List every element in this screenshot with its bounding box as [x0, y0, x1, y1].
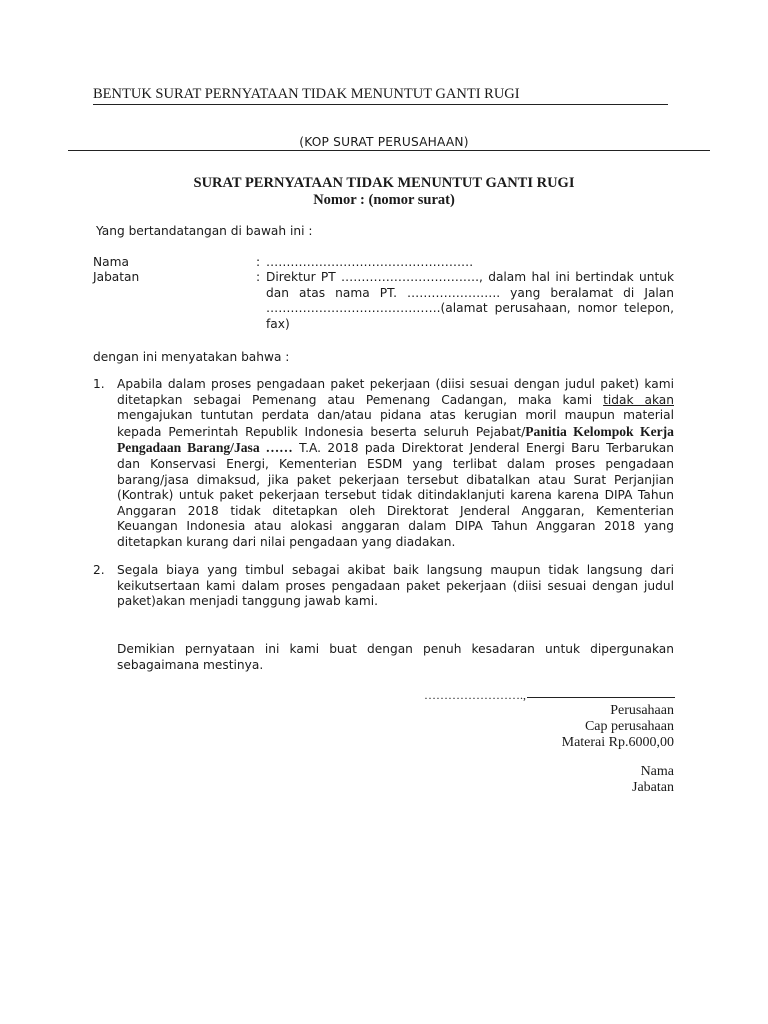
item-1-text [117, 377, 674, 551]
signature-line [527, 697, 675, 698]
letterhead-divider [68, 150, 710, 151]
letterhead-placeholder: (KOP SURAT PERUSAHAAN) [299, 135, 469, 149]
closing-text: Demikian pernyataan ini kami buat dengan penuh kesadaran untuk dipergunakan sebagaimana mestinya. [117, 642, 674, 672]
signature-name: Nama [640, 764, 674, 779]
item-1-part-1: Apabila dalam proses pengadaan paket pekerjaan (diisi sesuai dengan judul paket) kami ditetapkan sebagai Pemenang atau Pemenang Cadangan, maka kami [117, 377, 674, 407]
letter-title: SURAT PERNYATAAN TIDAK MENUNTUT GANTI RUGI [193, 175, 575, 191]
jabatan-label: Jabatan [93, 270, 140, 284]
item-1-bold: Panitia Kelompok Kerja Pengadaan Barang/Jasa …… [117, 423, 674, 456]
item-1-number: 1. [93, 377, 105, 391]
heading-underline [93, 104, 668, 105]
declaration-intro: dengan ini menyatakan bahwa : [93, 350, 290, 364]
nama-label: Nama [93, 255, 129, 269]
document-heading: BENTUK SURAT PERNYATAAN TIDAK MENUNTUT GANTI RUGI [93, 86, 520, 102]
signature-materai: Materai Rp.6000,00 [561, 735, 674, 750]
item-2-text: Segala biaya yang timbul sebagai akibat baik langsung maupun tidak langsung dari keikutsertaan kami dalam proses pengadaan paket pekerjaan (diisi sesuai dengan judul paket)akan menjadi tanggung jawab kami. [117, 563, 674, 609]
item-1-part-3: T.A. 2018 pada Direktorat Jenderal Energi Baru Terbarukan dan Konservasi Energi, Kementerian ESDM yang terlibat dalam proses pengadaan barang/jasa dimaksud, jika paket pekerjaan tersebut dibatalkan atau Surat Perjanjian (Kontrak) untuk paket pekerjaan tersebut tidak ditindaklanjuti karena karena DIPA Tahun Anggaran 2018 tidak ditetapkan oleh Direktorat Jenderal Anggaran, Kementerian Keuangan Indonesia atau alokasi anggaran dalam DIPA Tahun Anggaran 2018 yang ditetapkan kurang dari nilai pengadaan yang diadakan. [117, 441, 675, 549]
item-2-number: 2. [93, 563, 105, 577]
intro-text: Yang bertandatangan di bawah ini : [96, 224, 313, 238]
letter-number: Nomor : (nomor surat) [313, 192, 455, 208]
jabatan-colon: : [256, 270, 261, 284]
signature-company: Perusahaan [610, 703, 674, 718]
signature-stamp: Cap perusahaan [584, 719, 674, 734]
place-date-placeholder: ……………………., [424, 688, 526, 702]
nama-colon: : [256, 255, 261, 269]
jabatan-value: Direktur PT ……………………………., dalam hal ini bertindak untuk dan atas nama PT. ………………….. yang beralamat di Jalan …………………………………….(alamat perusahaan, nomor telepon, fax) [266, 270, 674, 331]
item-1-part-2: mengajukan tuntutan perdata dan/atau pidana atas kerugian moril maupun material kepada Pemerintah Republik Indonesia beserta seluruh Pejabat/ [117, 408, 674, 439]
nama-value: …………………………………………… [266, 255, 474, 269]
signature-position: Jabatan [632, 780, 674, 795]
item-1-underlined: tidak akan [603, 392, 674, 407]
